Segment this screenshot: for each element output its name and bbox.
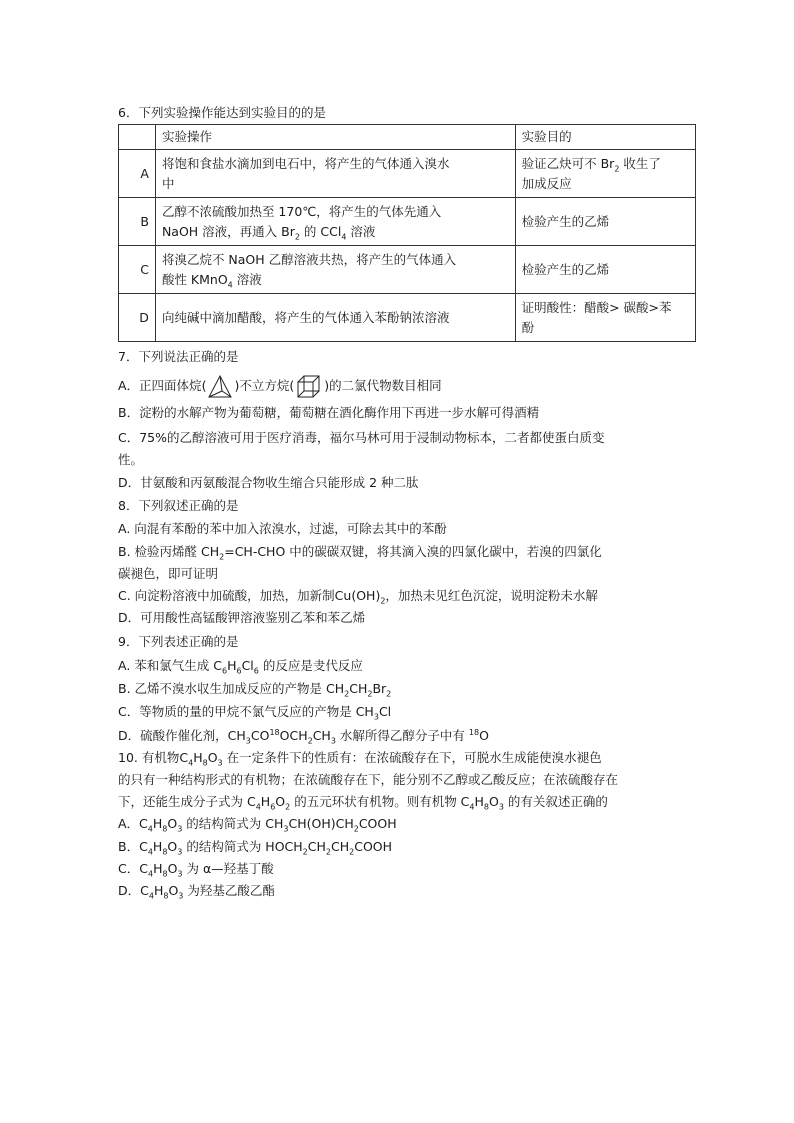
question-9-option-a: A. 苯和氯气生成 $C_6H_6Cl_6$ 的反应是叏代反应 [118, 658, 363, 676]
question-10-stem-line-3: 下，还能生成分子式为 $C_4H_6O_2$ 的五元环状有机物。则有机物 $C_4H_8O_3$ 的有关叙述正确的 [118, 794, 608, 812]
question-9-stem: 9．下列表述正确的是 [118, 634, 239, 649]
question-7-option-a: A．正四面体烷( )不立方烷( )的二氯代物数目相同 [118, 372, 442, 401]
question-10-option-c: C．$C_4H_8O_3$ 为 α—羟基丁酸 [118, 861, 274, 879]
experiment-table [118, 124, 696, 342]
row-operation: 向纯碱中滴加醋酸，将产生的气体通入苯酚钠浓溶液 [155, 294, 515, 342]
question-8-option-d: D．可用酸性高锰酸钾溶液鉴别乙苯和苯乙烯 [118, 610, 366, 625]
row-letter: C [119, 246, 156, 294]
row-goal: 验证乙炔可不 $Br_2$ 收生了 加成反应 [515, 150, 695, 198]
question-6-stem: 6．下列实验操作能达到实验目的的是 [118, 105, 326, 120]
table-row [119, 294, 696, 342]
row-operation: 将饱和食盐水滴加到电石中，将产生的气体通入溴水 中 [155, 150, 515, 198]
question-7-option-b: B．淀粉的水解产物为葡萄糖，葡萄糖在酒化酶作用下再进一步水解可得酒精 [118, 405, 540, 420]
row-operation: 乙醇不浓硫酸加热至 170℃，将产生的气体先通入 NaOH 溶液，再通入 $Br_2$ 的 CCl$_4$ 溶液 [155, 198, 515, 246]
table-row [119, 150, 696, 198]
table-row [119, 246, 696, 294]
question-8-option-b: B. 检验丙烯醛 $CH_2=CH$-CHO 中的碳碳双键，将其滴入溴的四氯化碳中，若溴的四氯化 [118, 544, 602, 562]
question-9-option-c: C．等物质的量的甲烷不氯气反应的产物是 $CH_3Cl$ [118, 704, 392, 722]
question-8-option-c: C. 向淀粉溶液中加硫酸，加热，加新制$Cu(OH)_2$，加热未见红色沉淀，说明淀粉未水解 [118, 588, 598, 606]
row-goal: 证明酸性：醋酸> 碳酸>苯 酚 [515, 294, 695, 342]
tetrahedrane-icon [207, 374, 233, 400]
header-blank [119, 125, 156, 150]
header-operation: 实验操作 [155, 125, 515, 150]
row-letter: B [119, 198, 156, 246]
row-goal: 检验产生的乙烯 [515, 246, 695, 294]
table-header-row [119, 125, 696, 150]
question-10-stem-line-2: 的只有一种结构形式的有机物；在浓硫酸存在下，能分别不乙醇或乙酸反应；在浓硫酸存在 [118, 772, 619, 787]
question-10-option-d: D．$C_4H_8O_3$ 为羟基乙酸乙酯 [118, 883, 275, 901]
question-10-option-a: A．$C_4H_8O_3$ 的结构简式为 $CH_3CH(OH)CH_2COOH$ [118, 816, 397, 834]
question-8-option-a: A. 向混有苯酚的苯中加入浓溴水，过滤，可除去其中的苯酚 [118, 521, 447, 536]
question-7-option-c: C．75%的乙醇溶液可用于医疗消毒，福尔马林可用于浸制动物标本，二者都使蛋白质变 [118, 430, 605, 445]
question-7-option-d: D．甘氨酸和丙氨酸混合物收生缩合只能形成 2 种二肽 [118, 475, 419, 490]
row-letter: D [119, 294, 156, 342]
row-operation: 将溴乙烷不 NaOH 乙醇溶液共热，将产生的气体通入 酸性 KMnO$_4$ 溶液 [155, 246, 515, 294]
question-8-stem: 8．下列叙述正确的是 [118, 498, 239, 513]
row-letter: A [119, 150, 156, 198]
question-9-option-d: D．硫酸作催化剂，$CH_3CO^{18}OCH_2CH_3$ 水解所得乙醇分子中有 $^{18}$O [118, 727, 489, 746]
table-row [119, 198, 696, 246]
question-7-stem: 7．下列说法正确的是 [118, 349, 239, 364]
question-8-option-b-cont: 碳褪色，即可证明 [118, 566, 219, 581]
row-goal: 检验产生的乙烯 [515, 198, 695, 246]
cubane-icon [295, 373, 323, 401]
question-10-option-b: B．$C_4H_8O_3$ 的结构简式为 $HOCH_2CH_2CH_2COOH$ [118, 839, 393, 857]
header-goal: 实验目的 [515, 125, 695, 150]
question-9-option-b: B. 乙烯不溴水収生加成反应的产物是 $CH_2CH_2Br_2$ [118, 681, 392, 699]
question-7-option-c-cont: 性。 [118, 452, 144, 467]
question-10-stem-line-1: 10. 有机物$C_4H_8O_3$ 在一定条件下的性质有：在浓硫酸存在下，可脱水生成能使溴水褪色 [118, 750, 602, 768]
